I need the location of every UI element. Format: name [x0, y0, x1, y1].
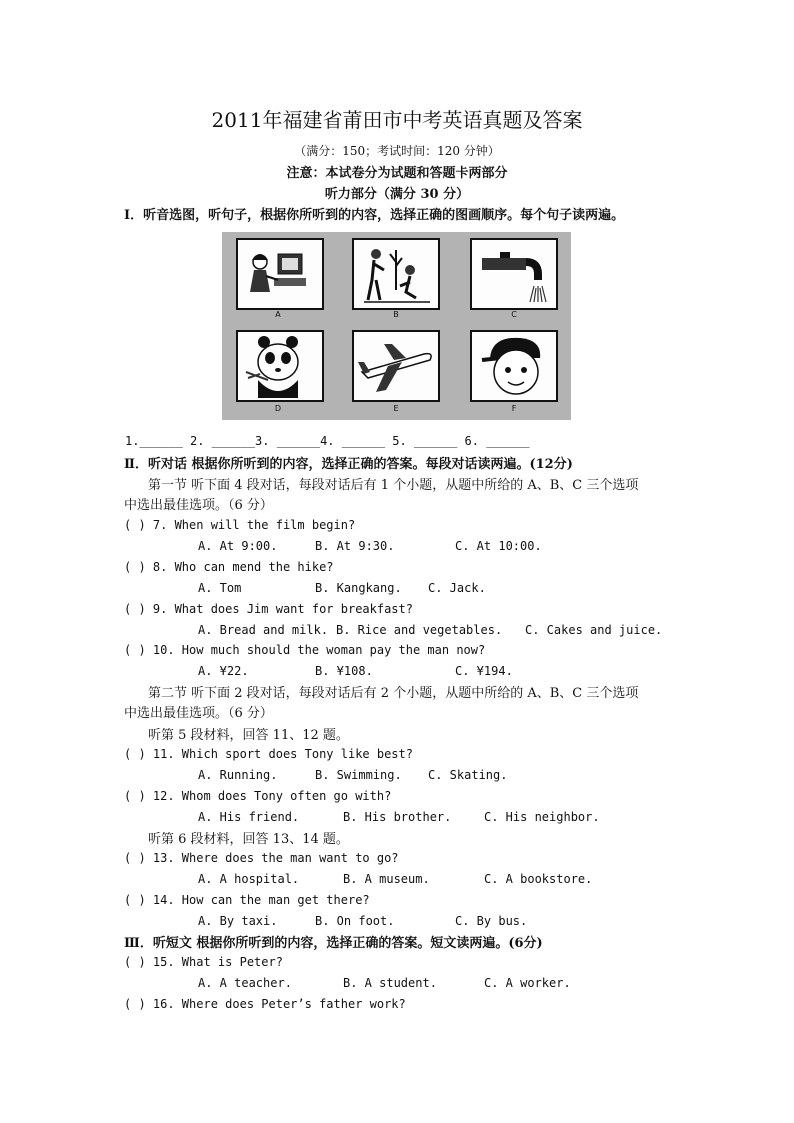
part2-heading: Ⅱ．听对话 根据你所听到的内容，选择正确的答案。每段对话读两遍。(12分) [124, 457, 573, 472]
boy-cap-icon [472, 332, 556, 400]
question-16: ( ) 16. Where does Peter’s father work? [124, 997, 406, 1011]
tap-icon [472, 240, 556, 308]
q9-option-b: B. Rice and vegetables. [336, 623, 503, 637]
score-info: （满分：150；考试时间：120 分钟） [294, 144, 500, 158]
q12-option-c: C. His neighbor. [484, 810, 600, 824]
section1-intro-line1: 第一节 听下面 4 段对话，每段对话后有 1 个小题，从题中所给的 A、B、C 三个选项 [148, 478, 639, 493]
listening-heading: 听力部分（满分 30 分） [324, 187, 470, 202]
q7-option-b: B. At 9:30. [315, 539, 395, 553]
q10-option-b: B. ¥108. [315, 664, 373, 678]
section2-intro-line1: 第二节 听下面 2 段对话，每段对话后有 2 个小题，从题中所给的 A、B、C 三个选项 [148, 686, 639, 701]
material-6-note: 听第 6 段材料，回答 13、14 题。 [148, 832, 349, 847]
question-15: ( ) 15. What is Peter? [124, 955, 283, 969]
q15-option-a: A. A teacher. [198, 976, 292, 990]
q9-option-a: A. Bread and milk. [198, 623, 329, 637]
planting-trees-icon [354, 240, 438, 308]
q11-option-c: C. Skating. [428, 768, 508, 782]
q7-option-a: A. At 9:00. [198, 539, 278, 553]
question-14: ( ) 14. How can the man get there? [124, 893, 370, 907]
question-11: ( ) 11. Which sport does Tony like best? [124, 747, 413, 761]
q12-option-b: B. His brother. [343, 810, 452, 824]
q10-option-a: A. ¥22. [198, 664, 249, 678]
question-7: ( ) 7. When will the film begin? [124, 518, 356, 532]
picture-label-a: A [275, 310, 281, 319]
notice: 注意：本试卷分为试题和答题卡两部分 [286, 166, 508, 181]
picture-b [352, 238, 440, 310]
picture-label-d: D [274, 404, 282, 413]
part3-heading: Ⅲ．听短文 根据你所听到的内容，选择正确的答案。短文读两遍。(6分) [124, 936, 543, 951]
material-5-note: 听第 5 段材料，回答 11、12 题。 [148, 728, 349, 743]
q13-option-a: A. A hospital. [198, 872, 300, 886]
q8-option-b: B. Kangkang. [315, 581, 402, 595]
question-13: ( ) 13. Where does the man want to go? [124, 851, 399, 865]
q15-option-b: B. A student. [343, 976, 437, 990]
q15-option-c: C. A worker. [484, 976, 571, 990]
picture-panel [222, 232, 571, 420]
girl-computer-icon [238, 240, 322, 308]
question-12: ( ) 12. Whom does Tony often go with? [124, 789, 392, 803]
q13-option-b: B. A museum. [343, 872, 430, 886]
q9-option-c: C. Cakes and juice. [525, 623, 663, 637]
section2-intro-line2: 中选出最佳选项。（6 分） [124, 706, 273, 721]
q13-option-c: C. A bookstore. [484, 872, 593, 886]
page-title: 2011年福建省莆田市中考英语真题及答案 [211, 108, 583, 132]
picture-f [470, 330, 558, 402]
picture-label-b: B [393, 310, 399, 319]
picture-label-c: C [511, 310, 517, 319]
picture-a [236, 238, 324, 310]
q14-option-a: A. By taxi. [198, 914, 278, 928]
q11-option-b: B. Swimming. [315, 768, 402, 782]
section1-intro-line2: 中选出最佳选项。（6 分） [124, 498, 273, 513]
q8-option-a: A. Tom [198, 581, 242, 595]
part1-heading: Ⅰ．听音选图，听句子，根据你所听到的内容，选择正确的图画顺序。每个句子读两遍。 [124, 208, 625, 223]
question-8: ( ) 8. Who can mend the hike? [124, 560, 334, 574]
q7-option-c: C. At 10:00. [455, 539, 542, 553]
picture-e [352, 330, 440, 402]
picture-label-e: E [393, 404, 399, 413]
picture-c [470, 238, 558, 310]
q11-option-a: A. Running. [198, 768, 278, 782]
question-10: ( ) 10. How much should the woman pay the man now? [124, 643, 486, 657]
q12-option-a: A. His friend. [198, 810, 300, 824]
q14-option-b: B. On foot. [315, 914, 395, 928]
picture-label-f: F [511, 404, 517, 413]
q8-option-c: C. Jack. [428, 581, 486, 595]
q10-option-c: C. ¥194. [455, 664, 513, 678]
answer-blanks: 1.______ 2. ______3. ______4. ______ 5. ______ 6. ______ [125, 434, 530, 448]
airplane-icon [354, 332, 438, 400]
picture-d [236, 330, 324, 402]
panda-icon [238, 332, 322, 400]
question-9: ( ) 9. What does Jim want for breakfast? [124, 602, 413, 616]
q14-option-c: C. By bus. [455, 914, 528, 928]
